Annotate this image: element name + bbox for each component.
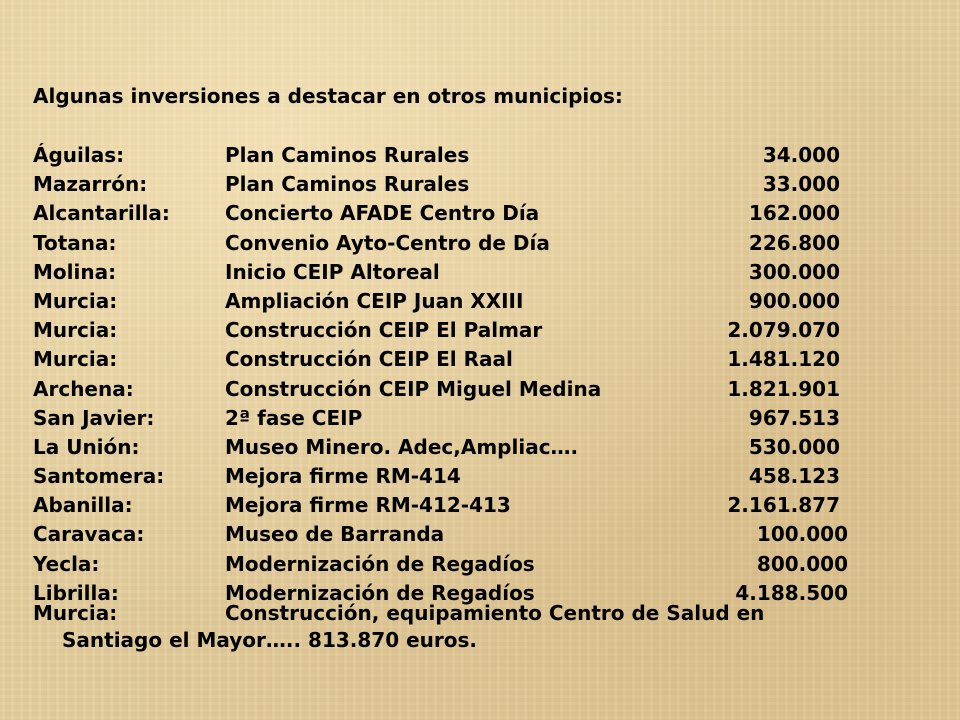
- list-item: [33, 347, 863, 376]
- municipality-label: Archena:: [33, 376, 134, 401]
- municipality-label: Murcia:: [33, 601, 118, 625]
- municipality-label: Mazarrón:: [33, 172, 148, 197]
- investment-amount: 300.000: [748, 259, 840, 284]
- investment-description: Construcción CEIP Miguel Medina: [225, 376, 602, 401]
- investment-amount: 800.000: [756, 551, 848, 576]
- list-item: [33, 231, 863, 260]
- investment-description: Construcción CEIP El Raal: [225, 347, 513, 372]
- municipality-label: San Javier:: [33, 405, 155, 430]
- investment-amount: 967.513: [748, 405, 840, 430]
- municipality-label: Águilas:: [33, 143, 125, 167]
- municipality-label: Totana:: [33, 230, 117, 255]
- investment-amount: 34.000: [762, 143, 840, 167]
- municipality-label: Librilla:: [33, 580, 119, 605]
- investment-description-continuation: Santiago el Mayor….. 813.870 euros.: [62, 628, 477, 652]
- investment-description: Modernización de Regadíos: [225, 580, 535, 605]
- investment-amount: 1.821.901: [727, 376, 840, 401]
- investment-amount: 2.079.070: [727, 318, 840, 343]
- municipality-label: Santomera:: [33, 464, 165, 489]
- municipality-label: Caravaca:: [33, 522, 145, 547]
- investment-amount: 530.000: [748, 434, 840, 459]
- investment-amount: 1.481.120: [727, 347, 840, 372]
- investment-amount: 2.161.877: [727, 493, 840, 518]
- list-item: [33, 435, 863, 464]
- municipality-label: Murcia:: [33, 347, 118, 372]
- investment-description: Construcción, equipamiento Centro de Salud en: [225, 601, 765, 625]
- investment-description: Construcción CEIP El Palmar: [225, 318, 543, 343]
- investments-list: [33, 143, 863, 610]
- list-item: [33, 464, 863, 493]
- municipality-label: Yecla:: [33, 551, 100, 576]
- list-item: [33, 318, 863, 347]
- investment-amount: 100.000: [756, 522, 848, 547]
- list-item: [33, 522, 863, 551]
- investment-description: 2ª fase CEIP: [225, 405, 363, 430]
- municipality-label: Abanilla:: [33, 493, 133, 518]
- municipality-label: Molina:: [33, 259, 117, 284]
- list-item: [33, 201, 863, 230]
- municipality-label: Murcia:: [33, 318, 118, 343]
- investment-amount: 226.800: [748, 230, 840, 255]
- investment-description: Mejora firme RM-414: [225, 464, 461, 489]
- investment-description: Plan Caminos Rurales: [225, 143, 470, 167]
- investment-description: Concierto AFADE Centro Día: [225, 201, 540, 226]
- list-item: [33, 289, 863, 318]
- investment-description: Inicio CEIP Altoreal: [225, 259, 440, 284]
- investment-description: Museo de Barranda: [225, 522, 445, 547]
- investment-description: Mejora firme RM-412-413: [225, 493, 511, 518]
- municipality-label: Alcantarilla:: [33, 201, 170, 226]
- list-item: [33, 260, 863, 289]
- list-item: [33, 377, 863, 406]
- list-item: [33, 172, 863, 201]
- investment-description: Convenio Ayto-Centro de Día: [225, 230, 550, 255]
- municipality-label: Murcia:: [33, 288, 118, 313]
- list-item: [33, 406, 863, 435]
- investment-description: Ampliación CEIP Juan XXIII: [225, 288, 524, 313]
- investment-amount: 4.188.500: [735, 580, 848, 605]
- list-item: [33, 493, 863, 522]
- investment-description: Modernización de Regadíos: [225, 551, 535, 576]
- investment-amount: 900.000: [748, 288, 840, 313]
- municipality-label: La Unión:: [33, 434, 140, 459]
- investment-amount: 33.000: [762, 172, 840, 197]
- investment-description: Plan Caminos Rurales: [225, 172, 470, 197]
- investment-amount: 162.000: [748, 201, 840, 226]
- investment-amount: 458.123: [748, 464, 840, 489]
- list-item: [33, 552, 863, 581]
- investment-description: Museo Minero. Adec,Ampliac….: [225, 434, 579, 459]
- list-item: [33, 143, 863, 172]
- slide-title: Algunas inversiones a destacar en otros municipios:: [33, 84, 623, 108]
